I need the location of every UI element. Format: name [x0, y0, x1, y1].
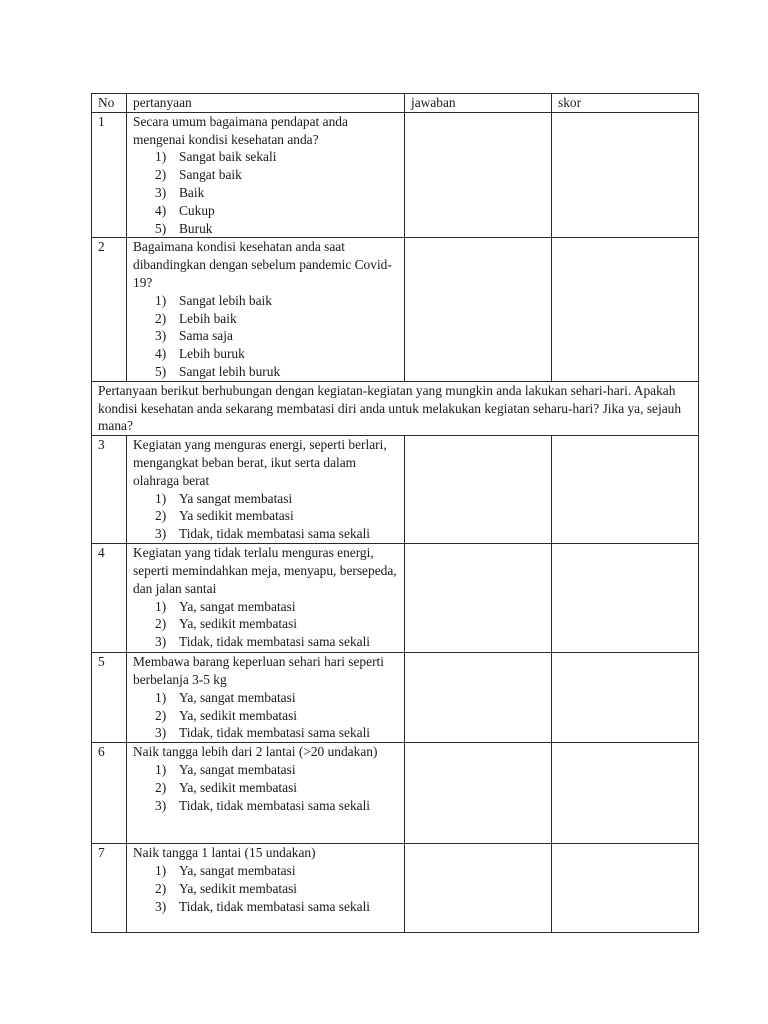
option-text: Buruk: [179, 220, 213, 236]
answer-option: [155, 598, 398, 616]
answer-option: [155, 724, 398, 742]
question-cell: [127, 653, 405, 743]
question-row: [92, 844, 699, 933]
option-text: Lebih baik: [179, 310, 237, 326]
answer-option: [155, 345, 398, 363]
answer-option: [155, 615, 398, 633]
option-number: 1): [155, 689, 167, 705]
header-row: [92, 94, 699, 113]
answer-option: [155, 202, 398, 220]
question-cell: [127, 112, 405, 238]
header-pertanyaan: pertanyaan: [127, 94, 405, 113]
question-number: 4: [92, 544, 127, 653]
option-text: Ya, sedikit membatasi: [179, 779, 298, 795]
option-text: Sama saja: [179, 328, 233, 344]
option-number: 1): [155, 761, 167, 777]
question-text: Secara umum bagaimana pendapat anda mengenai kondisi kesehatan anda?: [133, 113, 348, 147]
option-text: Sangat lebih baik: [179, 292, 272, 308]
question-cell: [127, 238, 405, 381]
question-cell: [127, 844, 405, 933]
question-number: 6: [92, 743, 127, 844]
answer-option: [155, 507, 398, 525]
question-text: Kegiatan yang menguras energi, seperti berlari, mengangkat beban berat, ikut serta dalam olahraga berat: [133, 437, 387, 488]
answer-option: [155, 862, 398, 880]
score-cell[interactable]: [552, 743, 699, 844]
answer-cell[interactable]: [405, 653, 552, 743]
answer-option: [155, 880, 398, 898]
question-row: [92, 436, 699, 544]
answer-cell[interactable]: [405, 844, 552, 933]
answer-cell[interactable]: [405, 238, 552, 381]
answer-option: [155, 689, 398, 707]
answer-option: [155, 327, 398, 345]
option-text: Baik: [179, 184, 205, 200]
answer-option: [155, 148, 398, 166]
answer-option: [155, 633, 398, 651]
question-cell: [127, 544, 405, 653]
answer-options: [133, 862, 398, 915]
option-text: Ya, sangat membatasi: [179, 598, 296, 614]
option-number: 1): [155, 598, 167, 614]
option-text: Ya, sangat membatasi: [179, 862, 296, 878]
section-instruction: Pertanyaan berikut berhubungan dengan kegiatan-kegiatan yang mungkin anda lakukan sehari-hari. Apakah kondisi kesehatan anda sekarang membatasi diri anda untuk melakukan kegiatan seharu-hari? Jika ya, sejauh mana?: [92, 381, 699, 435]
option-number: 2): [155, 880, 167, 896]
option-text: Tidak, tidak membatasi sama sekali: [179, 725, 371, 741]
option-number: 2): [155, 616, 167, 632]
question-text: Membawa barang keperluan sehari hari seperti berbelanja 3-5 kg: [133, 654, 384, 687]
answer-option: [155, 797, 398, 815]
answer-cell[interactable]: [405, 743, 552, 844]
option-text: Ya, sangat membatasi: [179, 689, 296, 705]
score-cell[interactable]: [552, 653, 699, 743]
option-number: 1): [155, 149, 167, 165]
option-number: 3): [155, 184, 167, 200]
option-number: 5): [155, 363, 167, 379]
option-text: Lebih buruk: [179, 346, 245, 362]
option-text: Tidak, tidak membatasi sama sekali: [179, 898, 371, 914]
option-text: Ya, sangat membatasi: [179, 761, 296, 777]
option-text: Tidak, tidak membatasi sama sekali: [179, 634, 371, 650]
answer-option: [155, 761, 398, 779]
question-number: 7: [92, 844, 127, 933]
answer-options: [133, 761, 398, 814]
option-number: 1): [155, 862, 167, 878]
question-row: [92, 238, 699, 381]
question-text: Kegiatan yang tidak terlalu menguras energi, seperti memindahkan meja, menyapu, bersepeda, dan jalan santai: [133, 545, 397, 596]
option-text: Ya sangat membatasi: [179, 490, 293, 506]
header-jawaban: jawaban: [405, 94, 552, 113]
option-number: 3): [155, 797, 167, 813]
answer-option: [155, 707, 398, 725]
question-number: 1: [92, 112, 127, 238]
question-cell: [127, 436, 405, 544]
option-number: 2): [155, 310, 167, 326]
question-row: [92, 112, 699, 238]
option-number: 3): [155, 725, 167, 741]
question-number: 5: [92, 653, 127, 743]
score-cell[interactable]: [552, 238, 699, 381]
question-row: [92, 743, 699, 844]
header-no: No: [92, 94, 127, 113]
answer-option: [155, 490, 398, 508]
answer-options: [133, 689, 398, 742]
option-number: 2): [155, 707, 167, 723]
option-text: Ya sedikit membatasi: [179, 508, 294, 524]
questionnaire-table: [91, 93, 699, 933]
answer-option: [155, 220, 398, 238]
answer-cell[interactable]: [405, 112, 552, 238]
question-number: 3: [92, 436, 127, 544]
header-skor: skor: [552, 94, 699, 113]
question-number: 2: [92, 238, 127, 381]
answer-options: [133, 148, 398, 237]
answer-options: [133, 598, 398, 651]
answer-option: [155, 292, 398, 310]
answer-option: [155, 525, 398, 543]
answer-option: [155, 779, 398, 797]
question-row: [92, 653, 699, 743]
option-number: 2): [155, 167, 167, 183]
option-text: Sangat baik sekali: [179, 149, 277, 165]
option-number: 3): [155, 526, 167, 542]
answer-option: [155, 310, 398, 328]
question-row: [92, 544, 699, 653]
option-number: 2): [155, 508, 167, 524]
option-text: Sangat lebih buruk: [179, 363, 281, 379]
score-cell[interactable]: [552, 844, 699, 933]
option-number: 3): [155, 328, 167, 344]
option-number: 1): [155, 292, 167, 308]
question-text: Naik tangga 1 lantai (15 undakan): [133, 845, 316, 861]
option-text: Tidak, tidak membatasi sama sekali: [179, 797, 371, 813]
option-number: 1): [155, 490, 167, 506]
answer-cell[interactable]: [405, 436, 552, 544]
option-text: Cukup: [179, 202, 215, 218]
option-number: 3): [155, 634, 167, 650]
score-cell[interactable]: [552, 544, 699, 653]
answer-cell[interactable]: [405, 544, 552, 653]
option-number: 4): [155, 346, 167, 362]
score-cell[interactable]: [552, 112, 699, 238]
question-text: Bagaimana kondisi kesehatan anda saat dibandingkan dengan sebelum pandemic Covid-19?: [133, 239, 392, 290]
answer-option: [155, 363, 398, 381]
option-text: Tidak, tidak membatasi sama sekali: [179, 526, 371, 542]
score-cell[interactable]: [552, 436, 699, 544]
answer-option: [155, 166, 398, 184]
question-text: Naik tangga lebih dari 2 lantai (>20 undakan): [133, 744, 378, 760]
option-number: 5): [155, 220, 167, 236]
option-text: Sangat baik: [179, 167, 242, 183]
option-number: 4): [155, 202, 167, 218]
answer-option: [155, 184, 398, 202]
question-cell: [127, 743, 405, 844]
answer-option: [155, 898, 398, 916]
option-text: Ya, sedikit membatasi: [179, 880, 298, 896]
section-row: [92, 381, 699, 435]
option-number: 2): [155, 779, 167, 795]
option-text: Ya, sedikit membatasi: [179, 616, 298, 632]
answer-options: [133, 490, 398, 543]
option-number: 3): [155, 898, 167, 914]
answer-options: [133, 292, 398, 381]
option-text: Ya, sedikit membatasi: [179, 707, 298, 723]
